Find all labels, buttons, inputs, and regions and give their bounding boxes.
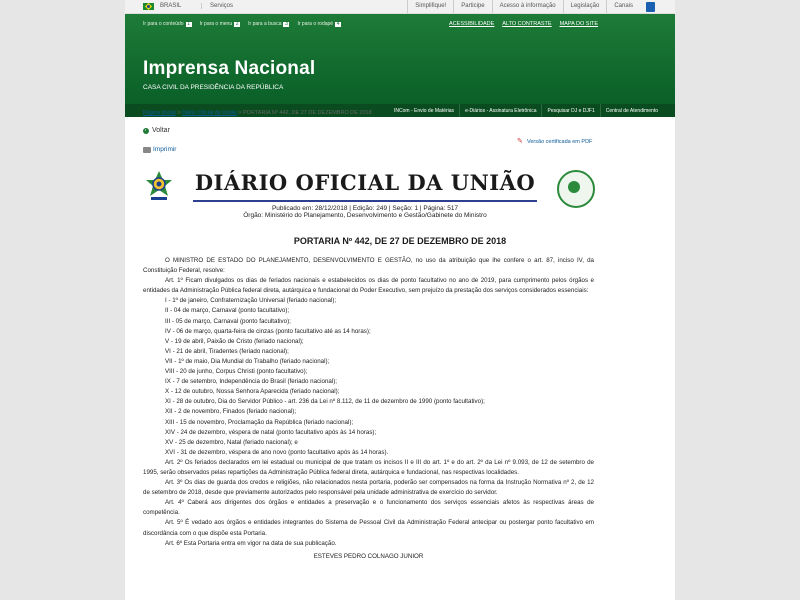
dou-masthead-title: DIÁRIO OFICIAL DA UNIÃO — [194, 170, 536, 195]
site-title[interactable]: Imprensa Nacional — [143, 58, 316, 79]
gov-brasil-link[interactable]: BRASIL — [160, 3, 182, 9]
breadcrumb-home[interactable]: Página Inicial — [143, 110, 176, 116]
gov-link-canais[interactable]: Canais — [606, 0, 640, 13]
gov-link-simplifique[interactable]: Simplifique! — [407, 0, 453, 13]
vlibras-icon[interactable] — [646, 2, 655, 12]
publication-meta: Publicado em: 28/12/2018 | Edição: 249 | Seção: 1 | Página: 517 — [271, 205, 459, 212]
list-item: V - 19 de abril, Paixão de Cristo (feriado nacional); — [165, 337, 304, 345]
list-item: XI - 28 de outubro, Dia do Servidor Público - art. 236 da Lei nº 8.112, de 11 de dezembro de 1990 (ponto facultativo); — [165, 398, 485, 406]
back-label: Voltar — [152, 127, 170, 134]
signature: ESTEVES PEDRO COLNAGO JUNIOR — [313, 552, 424, 560]
skip-to-search-link[interactable]: Ir para a busca 3 — [248, 20, 288, 27]
pdf-link[interactable] — [517, 138, 592, 145]
header-top-links — [449, 21, 598, 27]
print-label: Imprimir — [153, 146, 177, 153]
publication-orgao: Órgão: Ministério do Planejamento, Desenvolvimento e Gestão/Gabinete do Ministro — [243, 212, 487, 219]
breadcrumb-diario[interactable]: Diário Oficial da União — [182, 110, 237, 116]
gov-link-legislacao[interactable]: Legislação — [563, 0, 607, 13]
paragraph-art5: Art. 5º É vedado aos órgãos e entidades integrantes do Sistema de Pessoal Civil da Administração Federal antecipar ou postergar ponto facultativo em discordância com o que dispõe esta Portaria. — [143, 519, 594, 537]
service-link-incom[interactable]: INCom - Envio de Matérias — [394, 108, 455, 114]
breadcrumb: Página Inicial > Diário Oficial da União > PORTARIA Nº 442, DE 27 DE DEZEMBRO DE 2018 — [143, 110, 372, 116]
pdf-label: Versão certificada em PDF — [527, 138, 593, 145]
gov-link-participe[interactable]: Participe — [453, 0, 491, 13]
service-link-ediarios[interactable]: e-Diários - Assinatura Eletrônica — [459, 104, 541, 117]
back-arrow-icon — [143, 128, 149, 134]
gov-link-acesso[interactable]: Acesso à informação — [492, 0, 563, 13]
skip-to-content-link[interactable]: Ir para o conteúdo 1 — [143, 20, 190, 27]
gov-bar — [125, 0, 675, 14]
print-link[interactable] — [143, 146, 176, 153]
list-item: IX - 7 de setembro, Independência do Brasil (feriado nacional); — [165, 378, 337, 386]
skip-to-menu-link[interactable]: Ir para o menu 2 — [199, 20, 239, 27]
imprensa-nacional-seal-icon — [557, 170, 595, 208]
gov-servicos-link[interactable]: Serviços — [201, 3, 233, 9]
page-frame — [125, 0, 675, 600]
list-item: I - 1º de janeiro, Confraternização Universal (feriado nacional); — [165, 297, 337, 305]
portaria-body — [143, 256, 594, 562]
brazil-flag-icon[interactable] — [143, 3, 154, 10]
list-item: XVI - 31 de dezembro, véspera de ano novo (ponto facultativo após às 14 horas). — [165, 448, 389, 456]
list-item: IV - 06 de março, quarta-feira de cinzas (ponto facultativo até as 14 horas); — [165, 327, 371, 335]
paragraph-art3: Art. 3º Os dias de guarda dos credos e religiões, não relacionados nesta portaria, poderão ser compensados na forma da Instrução Normativa nº 2, de 12 de setembro de 2018, desde que previamente autorizados pelo responsável pela unidade administrativa de exercício do servidor. — [143, 479, 594, 497]
pdf-icon: ✎ — [517, 138, 523, 145]
gov-links — [407, 0, 655, 13]
site-header — [125, 14, 675, 104]
list-item: X - 12 de outubro, Nossa Senhora Aparecida (feriado nacional); — [165, 388, 340, 396]
accessibility-link[interactable]: ACESSIBILIDADE — [449, 21, 495, 27]
list-item: III - 05 de março, Carnaval (ponto facultativo); — [165, 317, 291, 325]
service-link-central[interactable]: Central de Atendimento — [600, 104, 663, 117]
list-item: VII - 1º de maio, Dia Mundial do Trabalho (feriado nacional); — [165, 357, 330, 365]
printer-icon — [143, 147, 151, 153]
site-map-link[interactable]: MAPA DO SITE — [559, 21, 598, 27]
list-item: XIII - 15 de novembro, Proclamação da República (feriado nacional); — [165, 418, 354, 426]
breadcrumb-current: PORTARIA Nº 442, DE 27 DE DEZEMBRO DE 2018 — [243, 110, 372, 116]
paragraph-art1: Art. 1º Ficam divulgados os dias de feriados nacionais e estabelecidos os dias de ponto facultativo no ano de 2019, para cumprimento pelos órgãos e entidades da Administração Pública federal direta, autárquica e fundacional do Poder Executivo, sem prejuízo da prestação dos serviços considerados essenciais: — [143, 277, 594, 295]
back-link[interactable] — [143, 127, 170, 134]
list-item: XV - 25 de dezembro, Natal (feriado nacional); e — [165, 438, 298, 446]
list-item: VI - 21 de abril, Tiradentes (feriado nacional); — [165, 347, 289, 355]
portaria-title: PORTARIA Nº 442, DE 27 DE DEZEMBRO DE 2018 — [293, 236, 507, 246]
paragraph-art6: Art. 6º Esta Portaria entra em vigor na data de sua publicação. — [165, 539, 337, 547]
paragraph-art4: Art. 4º Caberá aos dirigentes dos órgãos e entidades a preservação e o funcionamento dos serviços essenciais afetos às respectivas áreas de competência. — [143, 499, 594, 517]
list-item: XII - 2 de novembro, Finados (feriado nacional); — [165, 408, 297, 416]
paragraph-art2: Art. 2º Os feriados declarados em lei estadual ou municipal de que tratam os incisos II e III do art. 1º e do art. 2º da Lei nº 9.093, de 12 de setembro de 1995, serão observados pelas repartições da Administração Pública federal direta, autárquica e fundacional, nas respectivas localidades. — [143, 458, 594, 476]
list-item: VIII - 20 de junho, Corpus Christi (ponto facultativo); — [165, 368, 308, 376]
coat-of-arms-icon — [145, 170, 173, 202]
list-item: II - 04 de março, Carnaval (ponto facultativo); — [165, 307, 290, 315]
service-link-pesquisar[interactable]: Pesquisar DJ e DJF1 — [541, 104, 599, 117]
paragraph-preamble: O MINISTRO DE ESTADO DO PLANEJAMENTO, DESENVOLVIMENTO E GESTÃO, no uso da atribuição que lhe confere o art. 87, inciso IV, da Constituição Federal, resolve: — [143, 257, 594, 275]
high-contrast-link[interactable]: ALTO CONTRASTE — [502, 21, 552, 27]
site-subtitle: CASA CIVIL DA PRESIDÊNCIA DA REPÚBLICA — [143, 84, 284, 91]
list-item: XIV - 24 de dezembro, véspera de natal (ponto facultativo após às 14 horas); — [165, 428, 377, 436]
masthead-rule — [193, 200, 537, 202]
skip-to-footer-link[interactable]: Ir para o rodapé 4 — [297, 20, 340, 27]
accesskey-links — [143, 21, 349, 27]
